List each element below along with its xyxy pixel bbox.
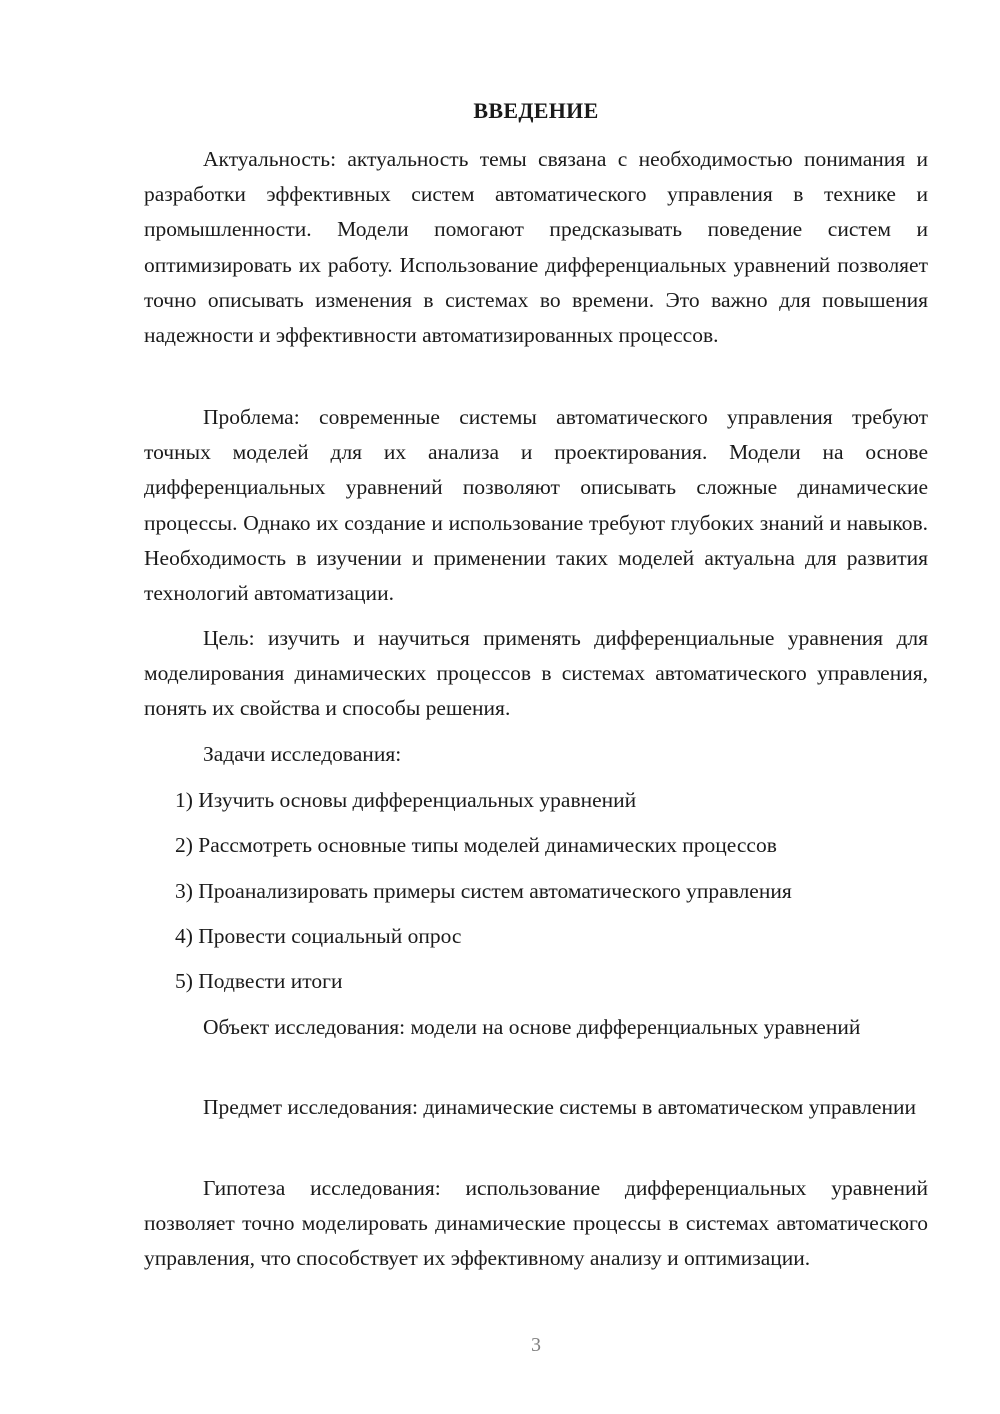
relevance-paragraph: Актуальность: актуальность темы связана с необходимостью понимания и разработки эффективных систем автоматического управления в технике и промышленности. Модели помогают предсказывать поведение систем и оптимизировать их работу. Использование дифференциальных уравнений позволяет точно описывать изменения в системах во времени. Это важно для повышения надежности и эффективности автоматизированных процессов. (144, 147, 928, 348)
problem-paragraph: Проблема: современные системы автоматического управления требуют точных моделей для их анализа и проектирования. Модели на основе дифференциальных уравнений позволяют описывать сложные динамические процессы. Однако их создание и использование требуют глубоких знаний и навыков. Необходимость в изучении и применении таких моделей актуальна для развития технологий автоматизации. (144, 405, 928, 606)
list-item: 4) Провести социальный опрос (175, 924, 462, 948)
object-paragraph: Объект исследования: модели на основе дифференциальных уравнений (203, 1015, 861, 1039)
subject-paragraph: Предмет исследования: динамические системы в автоматическом управлении (203, 1095, 916, 1119)
goal-paragraph: Цель: изучить и научиться применять дифференциальные уравнения для моделирования динамических процессов в системах автоматического управления, понять их свойства и способы решения. (144, 626, 928, 721)
tasks-heading: Задачи исследования: (203, 742, 402, 766)
hypothesis-paragraph: Гипотеза исследования: использование дифференциальных уравнений позволяет точно моделировать динамические процессы в системах автоматического управления, что способствует их эффективному анализу и оптимизации. (144, 1176, 928, 1271)
list-item: 3) Проанализировать примеры систем автоматического управления (175, 879, 792, 903)
list-item: 1) Изучить основы дифференциальных уравнений (175, 788, 637, 812)
page-title: ВВЕДЕНИЕ (473, 98, 599, 123)
list-item: 5) Подвести итоги (175, 969, 343, 993)
page-number: 3 (531, 1334, 541, 1356)
list-item: 2) Рассмотреть основные типы моделей динамических процессов (175, 833, 777, 857)
